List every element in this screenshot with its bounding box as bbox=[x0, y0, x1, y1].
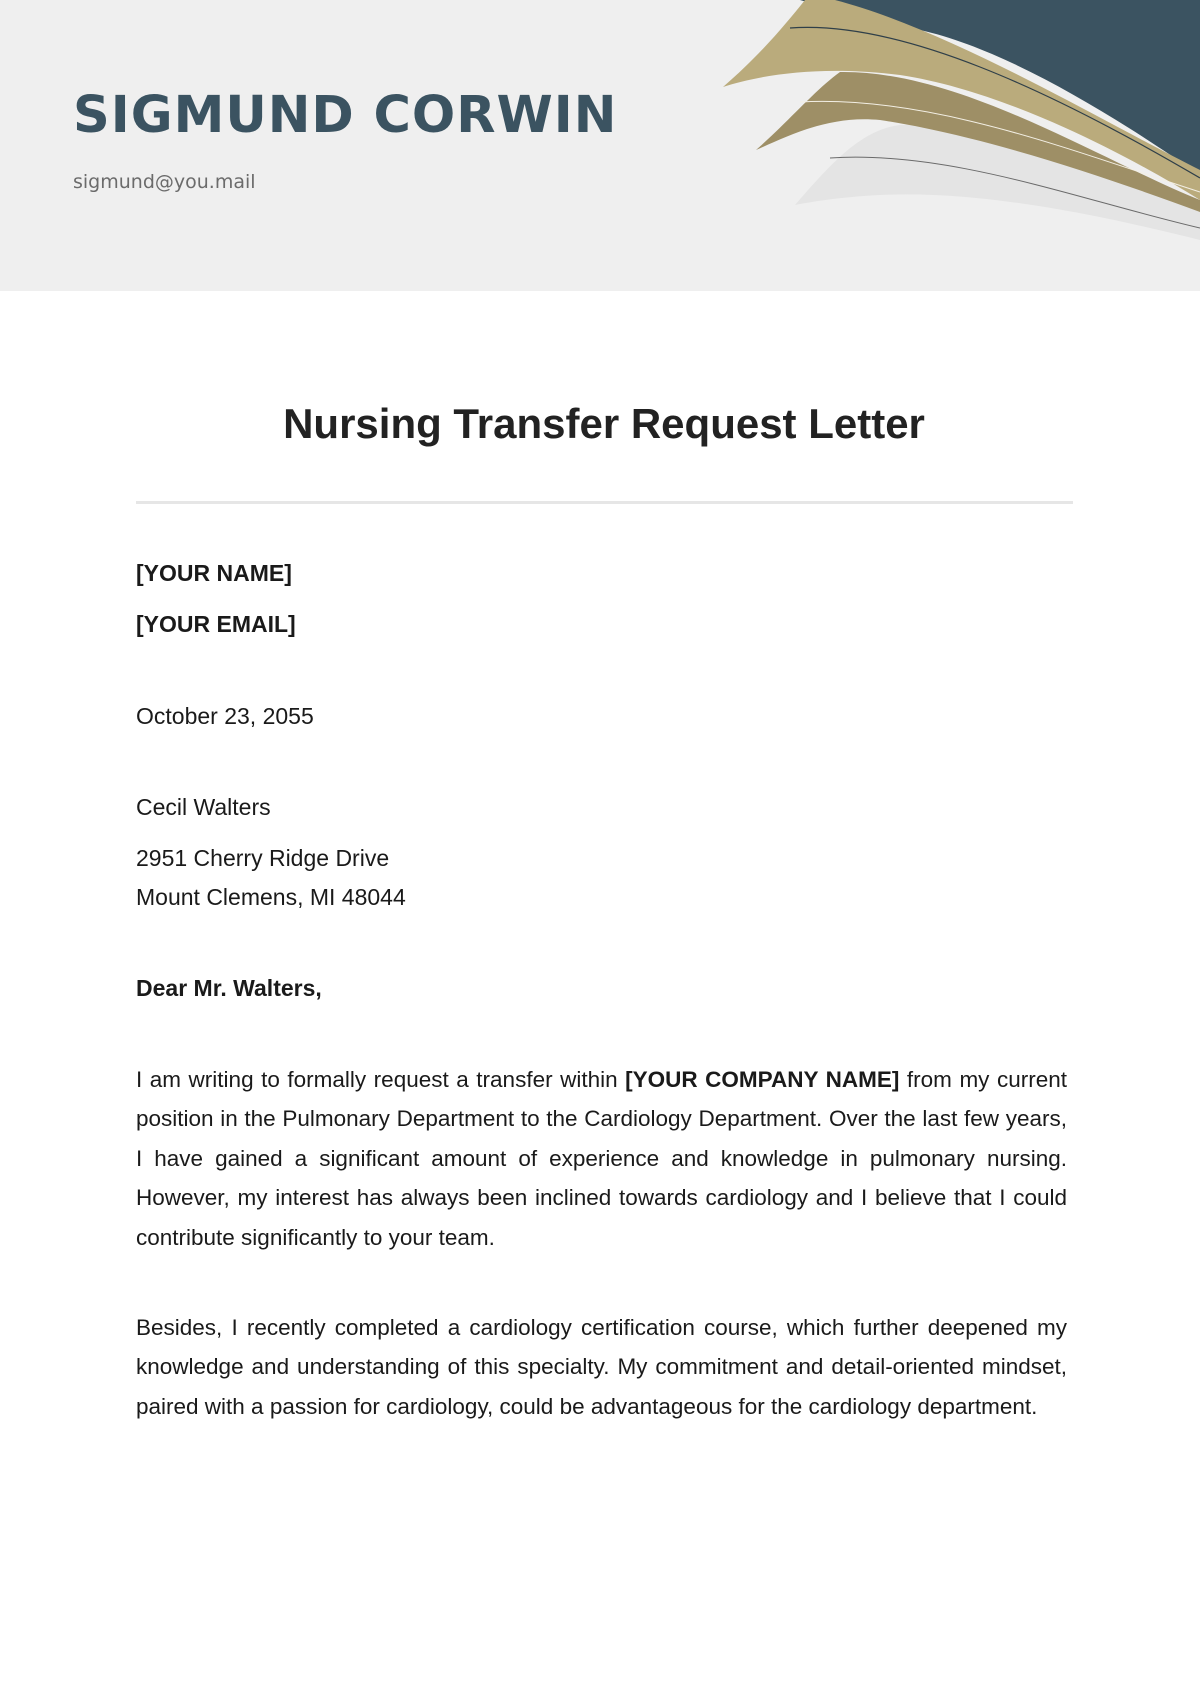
paragraph-1-rest: from my current position in the Pulmonary Department to the Cardiology Department. Over the last few years, I have gained a significant amount of experience and knowledge in pulmonary nursing. However, my interest has always been inclined towards cardiology and I believe that I could contribute significantly to your team. bbox=[136, 1067, 1067, 1250]
your-name-placeholder: [YOUR NAME] bbox=[136, 560, 292, 586]
document-title: Nursing Transfer Request Letter bbox=[283, 400, 925, 447]
company-name-placeholder: [YOUR COMPANY NAME] bbox=[625, 1067, 900, 1092]
body-paragraph-2: Besides, I recently completed a cardiology certification course, which further deepened my knowledge and understanding of this specialty. My commitment and detail-oriented mindset, paired with a passion for cardiology, could be advantageous for the cardiology department. bbox=[136, 1315, 1067, 1419]
body-paragraph-1 bbox=[136, 1060, 1067, 1257]
sender-email-text: sigmund@you.mail bbox=[73, 171, 256, 193]
salutation: Dear Mr. Walters, bbox=[136, 975, 322, 1001]
recipient-city: Mount Clemens, MI 48044 bbox=[136, 884, 406, 910]
your-email-placeholder: [YOUR EMAIL] bbox=[136, 611, 296, 637]
decorative-wave-graphic bbox=[0, 0, 1200, 291]
letter-date: October 23, 2055 bbox=[136, 703, 314, 729]
recipient-street: 2951 Cherry Ridge Drive bbox=[136, 845, 390, 871]
title-divider bbox=[136, 501, 1073, 504]
recipient-name: Cecil Walters bbox=[136, 794, 271, 820]
letterhead-banner bbox=[0, 0, 1200, 291]
sender-name-heading: SIGMUND CORWIN bbox=[73, 86, 618, 145]
paragraph-1-intro: I am writing to formally request a transfer within bbox=[136, 1067, 626, 1092]
